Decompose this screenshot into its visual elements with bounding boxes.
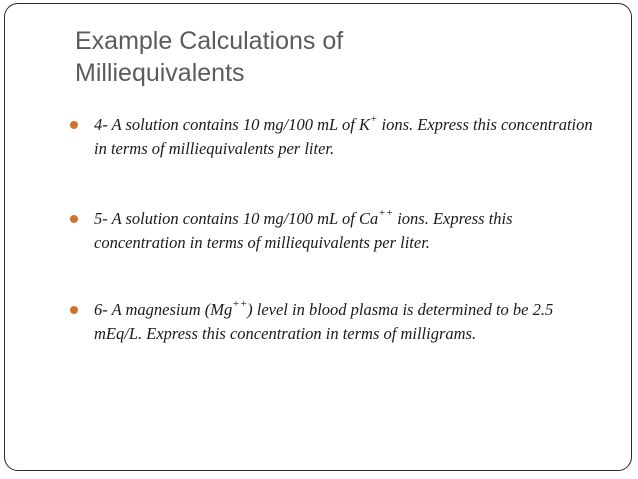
bullet-text-1 <box>71 113 601 161</box>
bullet-3-text-end: ) level in blood plasma is determined to be 2.5 mEq/L. Express this concentration in terms of milligrams. <box>94 300 554 343</box>
bullet-text-3 <box>71 298 601 346</box>
bullet-1-text-start: 4- A solution contains 10 mg/100 mL of K <box>94 115 370 134</box>
bullet-3-text-start: 6- A magnesium (Mg <box>94 300 233 319</box>
bullet-dot-icon <box>70 121 78 129</box>
bullet-item-3 <box>71 298 601 346</box>
bullet-list <box>5 4 631 470</box>
bullet-dot-icon <box>70 306 78 314</box>
slide-title-line-2: Milliequivalents <box>75 59 245 87</box>
bullet-3-superscript: ++ <box>232 297 248 310</box>
bullet-text-2 <box>71 207 601 255</box>
bullet-2-text-end: ions. Express this concentration in terms of milliequivalents per liter. <box>94 209 513 252</box>
bullet-dot-icon <box>70 215 78 223</box>
bullet-1-superscript: + <box>369 112 378 125</box>
bullet-item-2 <box>71 207 601 255</box>
bullet-2-text-start: 5- A solution contains 10 mg/100 mL of Ca <box>94 209 379 228</box>
bullet-item-1 <box>71 113 601 161</box>
slide-title-line-1: Example Calculations of <box>75 27 344 55</box>
bullet-1-text-end: ions. Express this concentration in terms of milliequivalents per liter. <box>94 115 593 158</box>
slide-frame <box>4 3 632 471</box>
bullet-2-superscript: ++ <box>378 206 394 219</box>
